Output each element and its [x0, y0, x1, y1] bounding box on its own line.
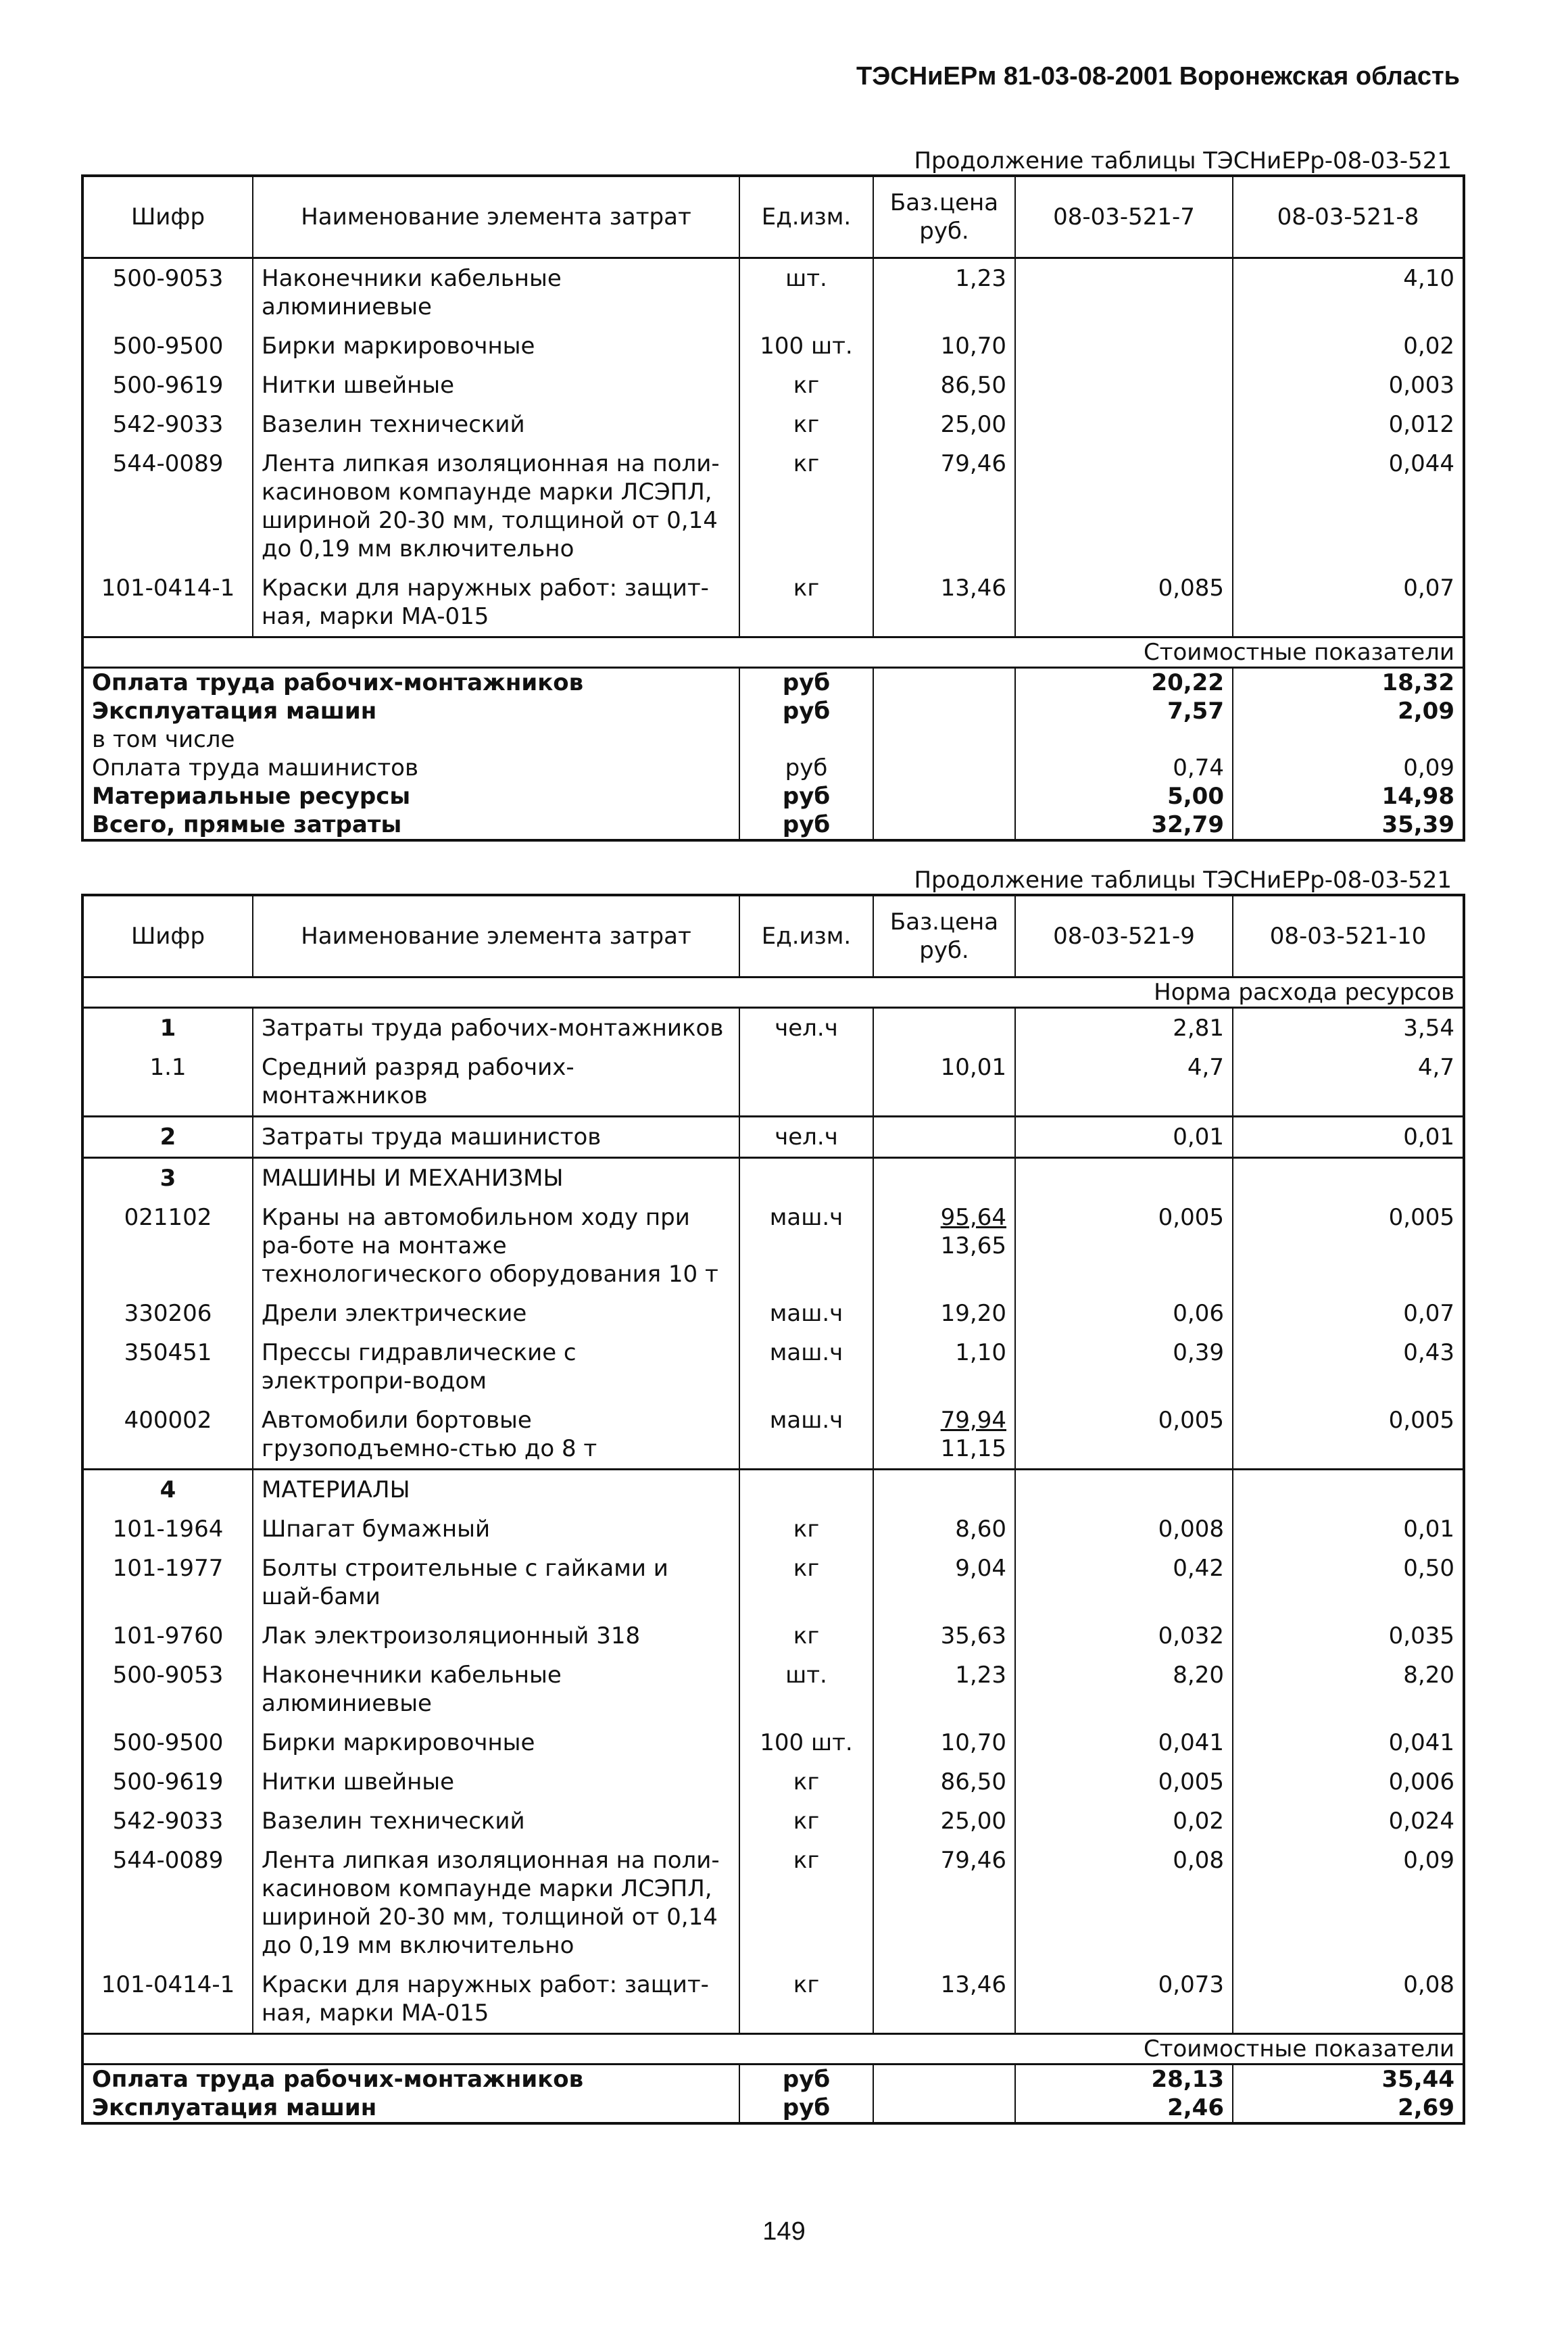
- summary-blank: [873, 782, 1015, 811]
- row-value-col2: 0,041: [1233, 1723, 1464, 1762]
- row-name: Вазелин технический: [253, 405, 739, 444]
- row-value-col2: 0,005: [1233, 1198, 1464, 1294]
- row-value-col1: 0,032: [1015, 1616, 1233, 1656]
- row-name: Бирки маркировочные: [253, 1723, 739, 1762]
- row-price-value: 19,20: [940, 1300, 1006, 1327]
- row-price-value: 10,70: [940, 1729, 1006, 1756]
- summary-unit: руб: [739, 668, 873, 698]
- row-price: [873, 569, 1015, 637]
- row-code: 101-9760: [82, 1616, 253, 1656]
- row-name: Средний разряд рабочих-монтажников: [253, 1048, 739, 1117]
- row-price: [873, 1616, 1015, 1656]
- table-row: [82, 1802, 1464, 1841]
- row-name: Затраты труда рабочих-монтажников: [253, 1008, 739, 1048]
- row-code: 500-9053: [82, 258, 253, 327]
- row-name: Лента липкая изоляционная на поли-касиновом компаунде марки ЛСЭПЛ, шириной 20-30 мм, толщиной от 0,14 до 0,19 мм включительно: [253, 1841, 739, 1965]
- row-price-machinist-value: 13,65: [940, 1232, 1006, 1259]
- row-code: 1.1: [82, 1048, 253, 1117]
- row-value-col1: 0,005: [1015, 1762, 1233, 1802]
- row-value-col2: [1233, 1470, 1464, 1510]
- row-unit: кг: [739, 405, 873, 444]
- row-value-col1: [1015, 405, 1233, 444]
- row-name: Нитки швейные: [253, 1762, 739, 1802]
- row-price-value: 8,60: [955, 1516, 1006, 1543]
- table-row: [82, 1510, 1464, 1549]
- summary-unit: руб: [739, 754, 873, 782]
- row-unit: чел.ч: [739, 1117, 873, 1158]
- summary-value-col1: 7,57: [1015, 697, 1233, 725]
- summary-row: [82, 811, 1464, 840]
- summary-value-col1: 20,22: [1015, 668, 1233, 698]
- row-code: 021102: [82, 1198, 253, 1294]
- row-value-col1: 0,01: [1015, 1117, 1233, 1158]
- row-name: Прессы гидравлические с электропри-водом: [253, 1333, 739, 1401]
- table-row: [82, 1198, 1464, 1294]
- row-unit: маш.ч: [739, 1401, 873, 1470]
- table-row: [82, 1008, 1464, 1048]
- summary-row: [82, 754, 1464, 782]
- row-price-value: 1,10: [955, 1339, 1006, 1366]
- summary-label: Оплата труда рабочих-монтажников: [82, 668, 739, 698]
- row-price: [873, 1333, 1015, 1401]
- row-price-value: 25,00: [940, 411, 1006, 438]
- row-value-col2: 0,08: [1233, 1965, 1464, 2034]
- row-code: 542-9033: [82, 1802, 253, 1841]
- table-row: [82, 1965, 1464, 2034]
- row-unit: кг: [739, 569, 873, 637]
- row-code: 544-0089: [82, 444, 253, 569]
- row-code: 4: [82, 1470, 253, 1510]
- row-code: 2: [82, 1117, 253, 1158]
- summary-row: [82, 782, 1464, 811]
- column-header-col1: 08-03-521-7: [1015, 176, 1233, 258]
- row-code: 330206: [82, 1294, 253, 1333]
- summary-value-col2: 18,32: [1233, 668, 1464, 698]
- row-unit: чел.ч: [739, 1008, 873, 1048]
- row-value-col2: [1233, 1158, 1464, 1199]
- row-value-col2: 0,02: [1233, 327, 1464, 366]
- row-value-col2: 0,035: [1233, 1616, 1464, 1656]
- row-unit: кг: [739, 1549, 873, 1616]
- table-row: [82, 258, 1464, 327]
- row-value-col2: 0,024: [1233, 1802, 1464, 1841]
- row-price: [873, 1117, 1015, 1158]
- row-code: 101-1977: [82, 1549, 253, 1616]
- summary-blank: [873, 2094, 1015, 2123]
- row-code: 544-0089: [82, 1841, 253, 1965]
- row-price: [873, 1549, 1015, 1616]
- row-value-col1: 0,005: [1015, 1401, 1233, 1470]
- table-row: [82, 1841, 1464, 1965]
- column-header-name: Наименование элемента затрат: [253, 895, 739, 978]
- row-price-value: 79,46: [940, 1847, 1006, 1874]
- row-unit: [739, 1158, 873, 1199]
- summary-label: Оплата труда машинистов: [82, 754, 739, 782]
- summary-value-col1: 32,79: [1015, 811, 1233, 840]
- row-value-col1: 0,073: [1015, 1965, 1233, 2034]
- row-value-col1: [1015, 327, 1233, 366]
- column-header-price: Баз.цена руб.: [873, 176, 1015, 258]
- row-value-col1: [1015, 1470, 1233, 1510]
- row-value-col1: 0,39: [1015, 1333, 1233, 1401]
- table-row: [82, 1401, 1464, 1470]
- summary-row: [82, 2094, 1464, 2123]
- summary-row: [82, 697, 1464, 725]
- row-name: Вазелин технический: [253, 1802, 739, 1841]
- row-name: Краски для наружных работ: защит-ная, марки МА-015: [253, 569, 739, 637]
- row-price: [873, 1841, 1015, 1965]
- summary-unit: руб: [739, 697, 873, 725]
- summary-value-col1: 2,46: [1015, 2094, 1233, 2123]
- column-header-code: Шифр: [82, 895, 253, 978]
- row-value-col1: 4,7: [1015, 1048, 1233, 1117]
- summary-blank: [873, 668, 1015, 698]
- row-value-col1: 0,005: [1015, 1198, 1233, 1294]
- column-header-unit: Ед.изм.: [739, 895, 873, 978]
- row-code: 101-1964: [82, 1510, 253, 1549]
- row-price-machinist-value: 11,15: [940, 1435, 1006, 1462]
- row-unit: шт.: [739, 258, 873, 327]
- summary-unit: руб: [739, 811, 873, 840]
- table-row: [82, 1723, 1464, 1762]
- table-row: [82, 1158, 1464, 1199]
- row-price-value: 86,50: [940, 372, 1006, 399]
- row-price: [873, 327, 1015, 366]
- summary-value-col2: 2,69: [1233, 2094, 1464, 2123]
- summary-label: Эксплуатация машин: [82, 2094, 739, 2123]
- table1-caption: Продолжение таблицы ТЭСНиЕРр-08-03-521: [914, 147, 1452, 174]
- row-price-value: 79,46: [940, 450, 1006, 477]
- table-row: [82, 444, 1464, 569]
- row-code: 101-0414-1: [82, 569, 253, 637]
- row-price-value: 25,00: [940, 1808, 1006, 1835]
- table-row: [82, 1470, 1464, 1510]
- row-unit: кг: [739, 366, 873, 405]
- row-value-col1: [1015, 1158, 1233, 1199]
- table-row: [82, 1762, 1464, 1802]
- summary-blank: [873, 697, 1015, 725]
- summary-label: Материальные ресурсы: [82, 782, 739, 811]
- row-price-value: 13,46: [940, 575, 1006, 602]
- row-value-col2: 0,09: [1233, 1841, 1464, 1965]
- summary-unit: руб: [739, 782, 873, 811]
- row-value-col2: 0,01: [1233, 1510, 1464, 1549]
- row-name: Наконечники кабельные алюминиевые: [253, 258, 739, 327]
- row-unit: кг: [739, 1510, 873, 1549]
- row-value-col2: 8,20: [1233, 1656, 1464, 1723]
- row-name: Дрели электрические: [253, 1294, 739, 1333]
- row-price: [873, 258, 1015, 327]
- resource-norm-note: [82, 978, 1464, 1008]
- table-row: [82, 1294, 1464, 1333]
- summary-label: в том числе: [82, 725, 739, 754]
- table2-caption: Продолжение таблицы ТЭСНиЕРр-08-03-521: [914, 867, 1452, 894]
- table2: [81, 894, 1465, 2125]
- row-price-value: 95,64: [940, 1204, 1006, 1231]
- row-unit: кг: [739, 1762, 873, 1802]
- row-unit: [739, 1048, 873, 1117]
- table-row: [82, 405, 1464, 444]
- row-name: Лак электроизоляционный 318: [253, 1616, 739, 1656]
- resource-norm-note-text: Норма расхода ресурсов: [82, 978, 1464, 1008]
- row-price-value: 13,46: [940, 1971, 1006, 1998]
- row-name: Лента липкая изоляционная на поли-касиновом компаунде марки ЛСЭПЛ, шириной 20-30 мм, толщиной от 0,14 до 0,19 мм включительно: [253, 444, 739, 569]
- row-unit: кг: [739, 444, 873, 569]
- row-unit: 100 шт.: [739, 1723, 873, 1762]
- table1-body: [82, 258, 1464, 841]
- row-name: Шпагат бумажный: [253, 1510, 739, 1549]
- row-price: [873, 1470, 1015, 1510]
- row-code: 500-9619: [82, 366, 253, 405]
- row-code: 3: [82, 1158, 253, 1199]
- row-code: 350451: [82, 1333, 253, 1401]
- summary-unit: руб: [739, 2065, 873, 2094]
- row-price: [873, 1965, 1015, 2034]
- row-price: [873, 1762, 1015, 1802]
- summary-unit: [739, 725, 873, 754]
- row-unit: шт.: [739, 1656, 873, 1723]
- row-value-col2: 0,003: [1233, 366, 1464, 405]
- row-value-col1: 2,81: [1015, 1008, 1233, 1048]
- row-price-value: 1,23: [955, 1662, 1006, 1689]
- row-value-col2: 4,10: [1233, 258, 1464, 327]
- row-value-col1: 0,42: [1015, 1549, 1233, 1616]
- table-row: [82, 366, 1464, 405]
- row-value-col2: 0,07: [1233, 1294, 1464, 1333]
- table1: [81, 174, 1465, 842]
- column-header-col2: 08-03-521-8: [1233, 176, 1464, 258]
- row-name: Бирки маркировочные: [253, 327, 739, 366]
- cost-indicators-note: [82, 2034, 1464, 2065]
- row-value-col1: 8,20: [1015, 1656, 1233, 1723]
- table-row: [82, 327, 1464, 366]
- row-value-col2: 4,7: [1233, 1048, 1464, 1117]
- document-header-title: ТЭСНиЕРм 81-03-08-2001 Воронежская область: [856, 62, 1460, 91]
- row-price: [873, 1158, 1015, 1199]
- row-code: 500-9619: [82, 1762, 253, 1802]
- summary-blank: [873, 811, 1015, 840]
- row-value-col2: 0,012: [1233, 405, 1464, 444]
- row-value-col2: 0,50: [1233, 1549, 1464, 1616]
- summary-row: [82, 2065, 1464, 2094]
- summary-blank: [873, 2065, 1015, 2094]
- row-price: [873, 1723, 1015, 1762]
- row-code: 500-9053: [82, 1656, 253, 1723]
- row-value-col1: 0,02: [1015, 1802, 1233, 1841]
- row-price-value: 35,63: [940, 1622, 1006, 1649]
- cost-indicators-note: [82, 637, 1464, 668]
- row-unit: маш.ч: [739, 1294, 873, 1333]
- summary-value-col2: 2,09: [1233, 697, 1464, 725]
- row-price: [873, 1008, 1015, 1048]
- row-value-col1: 0,085: [1015, 569, 1233, 637]
- summary-row: [82, 725, 1464, 754]
- table-row: [82, 569, 1464, 637]
- row-price: [873, 405, 1015, 444]
- row-value-col2: 3,54: [1233, 1008, 1464, 1048]
- summary-value-col2: [1233, 725, 1464, 754]
- row-name: Нитки швейные: [253, 366, 739, 405]
- row-value-col1: 0,06: [1015, 1294, 1233, 1333]
- row-value-col1: [1015, 258, 1233, 327]
- summary-blank: [873, 754, 1015, 782]
- row-price-value: 86,50: [940, 1768, 1006, 1795]
- row-value-col1: 0,041: [1015, 1723, 1233, 1762]
- row-price-value: 10,01: [940, 1054, 1006, 1081]
- summary-label: Всего, прямые затраты: [82, 811, 739, 840]
- row-unit: маш.ч: [739, 1333, 873, 1401]
- row-value-col2: 0,07: [1233, 569, 1464, 637]
- row-unit: кг: [739, 1841, 873, 1965]
- column-header-col2: 08-03-521-10: [1233, 895, 1464, 978]
- row-price-value: 1,23: [955, 265, 1006, 292]
- row-price: [873, 1048, 1015, 1117]
- table-row: [82, 1616, 1464, 1656]
- cost-indicators-note-text: Стоимостные показатели: [82, 637, 1464, 668]
- row-price: [873, 1198, 1015, 1294]
- row-name: МАТЕРИАЛЫ: [253, 1470, 739, 1510]
- table-row: [82, 1333, 1464, 1401]
- row-unit: 100 шт.: [739, 327, 873, 366]
- row-unit: маш.ч: [739, 1198, 873, 1294]
- row-value-col1: [1015, 366, 1233, 405]
- table-row: [82, 1549, 1464, 1616]
- row-value-col2: 0,044: [1233, 444, 1464, 569]
- row-price-value: 10,70: [940, 333, 1006, 360]
- summary-value-col1: 5,00: [1015, 782, 1233, 811]
- row-value-col2: 0,01: [1233, 1117, 1464, 1158]
- summary-value-col2: 0,09: [1233, 754, 1464, 782]
- summary-value-col2: 35,44: [1233, 2065, 1464, 2094]
- table-row: [82, 1048, 1464, 1117]
- cost-indicators-note-text: Стоимостные показатели: [82, 2034, 1464, 2065]
- summary-label: Эксплуатация машин: [82, 697, 739, 725]
- row-price: [873, 444, 1015, 569]
- row-price: [873, 366, 1015, 405]
- row-value-col2: 0,005: [1233, 1401, 1464, 1470]
- column-header-unit: Ед.изм.: [739, 176, 873, 258]
- column-header-name: Наименование элемента затрат: [253, 176, 739, 258]
- row-name: Краски для наружных работ: защит-ная, марки МА-015: [253, 1965, 739, 2034]
- row-price: [873, 1802, 1015, 1841]
- page-number: 149: [762, 2217, 806, 2246]
- table-row: [82, 1656, 1464, 1723]
- row-name: Затраты труда машинистов: [253, 1117, 739, 1158]
- summary-row: [82, 668, 1464, 698]
- table2-body: [82, 978, 1464, 2124]
- row-value-col1: [1015, 444, 1233, 569]
- row-value-col2: 0,006: [1233, 1762, 1464, 1802]
- column-header-code: Шифр: [82, 176, 253, 258]
- row-price: [873, 1510, 1015, 1549]
- row-name: Наконечники кабельные алюминиевые: [253, 1656, 739, 1723]
- row-code: 542-9033: [82, 405, 253, 444]
- row-code: 500-9500: [82, 1723, 253, 1762]
- row-unit: кг: [739, 1965, 873, 2034]
- summary-blank: [873, 725, 1015, 754]
- row-code: 101-0414-1: [82, 1965, 253, 2034]
- row-code: 1: [82, 1008, 253, 1048]
- summary-value-col1: 28,13: [1015, 2065, 1233, 2094]
- row-price-value: 9,04: [955, 1555, 1006, 1582]
- summary-label: Оплата труда рабочих-монтажников: [82, 2065, 739, 2094]
- column-header-price: Баз.цена руб.: [873, 895, 1015, 978]
- row-code: 500-9500: [82, 327, 253, 366]
- summary-value-col2: 35,39: [1233, 811, 1464, 840]
- row-price: [873, 1401, 1015, 1470]
- row-unit: кг: [739, 1616, 873, 1656]
- row-name: МАШИНЫ И МЕХАНИЗМЫ: [253, 1158, 739, 1199]
- row-price-value: 79,94: [940, 1407, 1006, 1434]
- table-row: [82, 1117, 1464, 1158]
- summary-value-col2: 14,98: [1233, 782, 1464, 811]
- row-value-col1: 0,08: [1015, 1841, 1233, 1965]
- row-code: 400002: [82, 1401, 253, 1470]
- summary-unit: руб: [739, 2094, 873, 2123]
- row-name: Автомобили бортовые грузоподъемно-стью до 8 т: [253, 1401, 739, 1470]
- row-price: [873, 1294, 1015, 1333]
- row-unit: кг: [739, 1802, 873, 1841]
- row-value-col2: 0,43: [1233, 1333, 1464, 1401]
- row-value-col1: 0,008: [1015, 1510, 1233, 1549]
- row-name: Болты строительные с гайками и шай-бами: [253, 1549, 739, 1616]
- row-name: Краны на автомобильном ходу при ра-боте на монтаже технологического оборудования 10 т: [253, 1198, 739, 1294]
- summary-value-col1: 0,74: [1015, 754, 1233, 782]
- summary-value-col1: [1015, 725, 1233, 754]
- row-unit: [739, 1470, 873, 1510]
- column-header-col1: 08-03-521-9: [1015, 895, 1233, 978]
- row-price: [873, 1656, 1015, 1723]
